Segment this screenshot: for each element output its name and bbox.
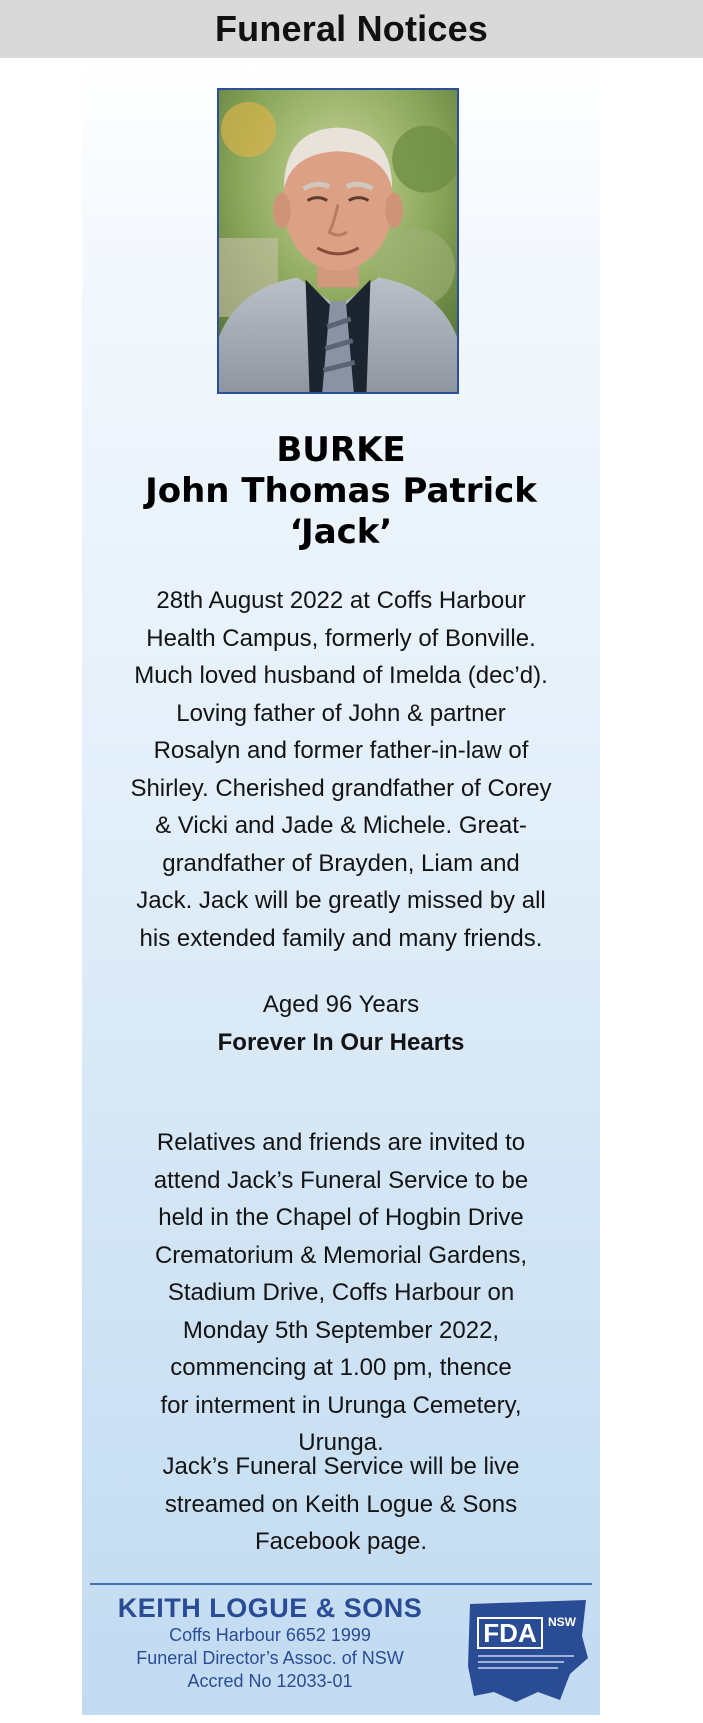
service-line: attend Jack’s Funeral Service to be — [153, 1166, 529, 1194]
details-line: Rosalyn and former father-in-law of — [153, 737, 529, 764]
firm-phone: Coffs Harbour 6652 1999 — [169, 1625, 371, 1645]
nickname: ‘Jack’ — [289, 512, 393, 552]
age-text: Aged 96 Years — [262, 991, 420, 1018]
surname: BURKE — [276, 430, 406, 470]
service-line: Monday 5th September 2022, — [182, 1316, 500, 1344]
funeral-director-info — [90, 1592, 450, 1693]
deceased-name — [82, 430, 600, 553]
livestream-details — [82, 1448, 600, 1561]
given-names: John Thomas Patrick — [145, 471, 537, 511]
service-line: for interment in Urunga Cemetery, — [160, 1391, 522, 1419]
livestream-line: streamed on Keith Logue & Sons — [164, 1490, 518, 1518]
service-line: commencing at 1.00 pm, thence — [170, 1354, 512, 1381]
firm-association: Funeral Director’s Assoc. of NSW — [136, 1648, 404, 1668]
firm-accreditation: Accred No 12033-01 — [187, 1671, 353, 1691]
tribute-text: Forever In Our Hearts — [217, 1028, 465, 1056]
logo-text: FDA — [483, 1618, 537, 1648]
firm-name: KEITH LOGUE & SONS — [117, 1593, 423, 1623]
service-details — [82, 1124, 600, 1462]
livestream-line: Jack’s Funeral Service will be live — [162, 1453, 520, 1480]
livestream-line: Facebook page. — [254, 1528, 428, 1555]
details-line: & Vicki and Jade & Michele. Great- — [155, 812, 527, 839]
footer-divider — [90, 1583, 592, 1585]
header-bar — [0, 0, 703, 58]
service-line: held in the Chapel of Hogbin Drive — [158, 1204, 524, 1231]
portrait-photo — [217, 88, 459, 394]
details-line: Health Campus, formerly of Bonville. — [146, 624, 536, 652]
service-line: Stadium Drive, Coffs Harbour on — [167, 1279, 515, 1306]
page-title: Funeral Notices — [214, 8, 489, 49]
service-line: Crematorium & Memorial Gardens, — [154, 1241, 528, 1269]
service-line: Urunga. — [298, 1429, 384, 1456]
fda-nsw-logo-icon — [464, 1596, 592, 1704]
details-line: 28th August 2022 at Coffs Harbour — [156, 587, 526, 614]
details-line: his extended family and many friends. — [139, 924, 543, 952]
logo-subtext: NSW — [548, 1615, 576, 1629]
details-line: Loving father of John & partner — [176, 699, 506, 727]
service-line: Relatives and friends are invited to — [156, 1129, 526, 1156]
details-line: Shirley. Cherished grandfather of Corey — [130, 774, 552, 802]
notice-details — [82, 582, 600, 957]
portrait-photo-icon — [219, 90, 457, 392]
details-line: Much loved husband of Imelda (dec’d). — [134, 662, 548, 689]
fda-nsw-logo — [464, 1596, 592, 1704]
funeral-notice — [82, 58, 600, 1715]
details-line: grandfather of Brayden, Liam and — [162, 849, 520, 877]
details-line: Jack. Jack will be greatly missed by all — [136, 887, 546, 914]
age-and-tribute — [82, 986, 600, 1061]
